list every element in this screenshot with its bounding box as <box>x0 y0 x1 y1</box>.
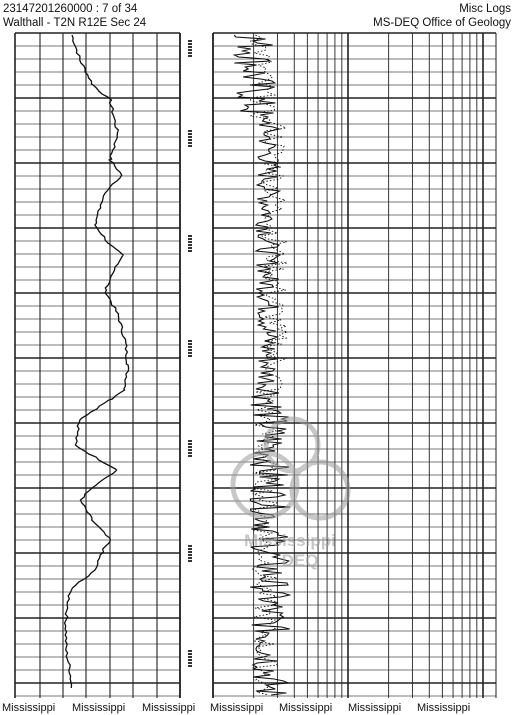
depth-marker-tick <box>188 340 192 342</box>
depth-marker-tick <box>188 133 192 135</box>
depth-marker-tick <box>188 247 192 249</box>
depth-marker-tick <box>188 440 192 442</box>
log-curves <box>65 35 290 695</box>
depth-marker-tick <box>188 452 192 454</box>
depth-marker-tick <box>188 235 192 237</box>
depth-marker-tick <box>188 662 192 664</box>
document-id-page: 23147201260000 : 7 of 34 <box>3 3 138 15</box>
depth-marker-tick <box>188 355 192 357</box>
depth-marker-tick <box>188 656 192 658</box>
depth-marker-tick <box>188 40 192 42</box>
depth-marker-tick <box>188 244 192 246</box>
depth-marker-tick <box>188 139 192 141</box>
depth-marker-tick <box>188 136 192 138</box>
log-category: Misc Logs <box>459 3 511 15</box>
depth-marker-tick <box>188 241 192 243</box>
depth-marker-tick <box>188 554 192 556</box>
depth-marker-tick <box>188 238 192 240</box>
depth-marker-tick <box>188 130 192 132</box>
resistivity-curve-shallow <box>249 35 287 695</box>
depth-marker-tick <box>188 349 192 351</box>
depth-marker-tick <box>188 43 192 45</box>
footer-label-5: Mississippi <box>279 702 333 714</box>
depth-marker-tick <box>188 557 192 559</box>
depth-marker-tick <box>188 650 192 652</box>
depth-marker-tick <box>188 49 192 51</box>
depth-marker-tick <box>188 346 192 348</box>
depth-marker-tick <box>188 659 192 661</box>
watermark-line2: DEQ <box>281 551 319 570</box>
sp-curve <box>65 35 129 688</box>
depth-marker-tick <box>188 352 192 354</box>
footer-label-2: Mississippi <box>72 702 126 714</box>
footer-label-6: Mississippi <box>348 702 402 714</box>
mississippi-deq-watermark <box>233 419 348 570</box>
depth-marker-tick <box>188 455 192 457</box>
depth-marker-tick <box>188 55 192 57</box>
footer-label-4: Mississippi <box>210 702 264 714</box>
depth-track <box>180 33 213 698</box>
depth-marker-tick <box>188 551 192 553</box>
depth-marker-tick <box>188 560 192 562</box>
depth-marker-tick <box>188 665 192 667</box>
depth-marker-tick <box>188 443 192 445</box>
watermark-line1: Mississippi <box>244 531 336 550</box>
depth-marker-tick <box>188 142 192 144</box>
left-track-grid <box>15 33 180 698</box>
depth-marker-tick <box>188 548 192 550</box>
right-track-grid <box>213 33 496 698</box>
depth-marker-tick <box>188 545 192 547</box>
agency-name: MS-DEQ Office of Geology <box>373 17 511 29</box>
resistivity-curve-deep <box>234 35 290 695</box>
footer-label-3: Mississippi <box>142 702 196 714</box>
footer-label-1: Mississippi <box>2 702 56 714</box>
depth-marker-tick <box>188 52 192 54</box>
footer-label-7: Mississippi <box>417 702 471 714</box>
depth-marker-tick <box>188 343 192 345</box>
depth-marker-tick <box>188 449 192 451</box>
depth-marker-tick <box>188 46 192 48</box>
depth-marker-tick <box>188 653 192 655</box>
depth-marker-tick <box>188 250 192 252</box>
depth-marker-tick <box>188 145 192 147</box>
well-location: Walthall - T2N R12E Sec 24 <box>3 17 147 29</box>
depth-marker-tick <box>188 446 192 448</box>
